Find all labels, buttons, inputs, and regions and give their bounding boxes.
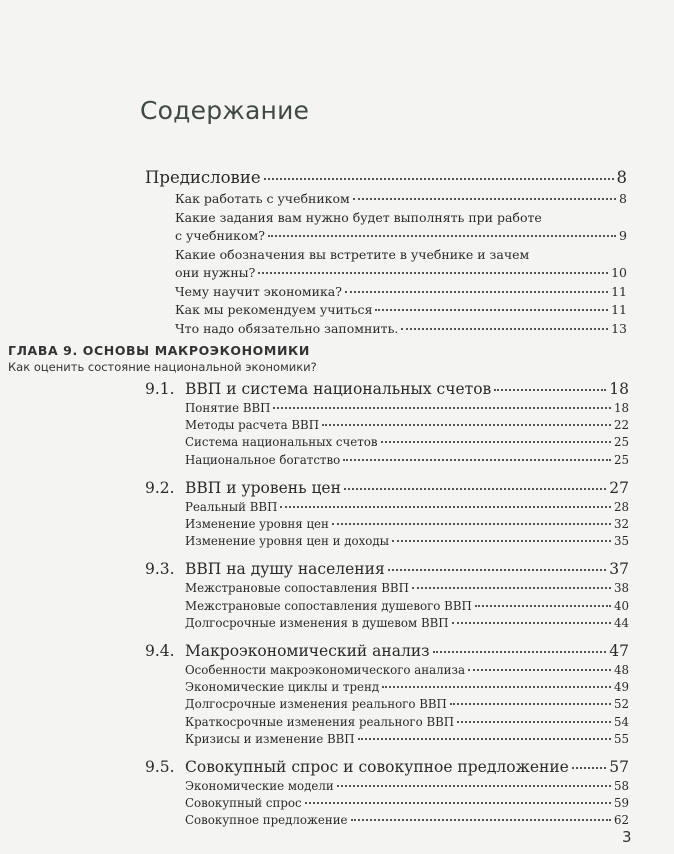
section-entry bbox=[145, 642, 629, 662]
chapter-heading: ГЛАВА 9. ОСНОВЫ МАКРОЭКОНОМИКИ bbox=[8, 343, 310, 358]
entry-title: Кризисы и изменение ВВП bbox=[185, 731, 355, 746]
dot-leader bbox=[412, 587, 611, 589]
entry-title-line: с учебником? bbox=[175, 228, 265, 243]
entry-title: Понятие ВВП bbox=[185, 401, 271, 415]
entry-page: 62 bbox=[613, 813, 629, 828]
toc-subentry bbox=[175, 209, 627, 246]
section-number: 9.4. bbox=[145, 642, 175, 661]
entry-page: 55 bbox=[613, 731, 629, 746]
dot-leader bbox=[401, 328, 608, 330]
entry-page: 40 bbox=[613, 598, 629, 613]
dot-leader bbox=[375, 309, 608, 311]
entry-page: 44 bbox=[613, 615, 629, 630]
entry-page: 11 bbox=[611, 302, 627, 317]
section-title: Макроэкономический анализ bbox=[185, 642, 430, 661]
toc-subentry bbox=[185, 499, 629, 516]
toc-subentry bbox=[185, 533, 629, 550]
toc-subentry bbox=[175, 301, 627, 320]
toc-section bbox=[145, 479, 629, 551]
entry-page: 58 bbox=[613, 779, 629, 794]
toc-subentry bbox=[175, 190, 627, 209]
toc-subentry bbox=[185, 795, 629, 812]
section-page: 18 bbox=[609, 380, 629, 398]
entry-title: Экономические циклы и тренд bbox=[185, 680, 380, 695]
dot-leader bbox=[475, 605, 611, 607]
section-number: 9.5. bbox=[145, 758, 175, 777]
toc-section bbox=[145, 758, 629, 830]
entry-page: 28 bbox=[613, 499, 629, 514]
entry-title-line: Как работать с учебником bbox=[175, 191, 350, 206]
entry-title: Предисловие bbox=[145, 168, 261, 187]
entry-title: Межстрановые сопоставления душевого ВВП bbox=[185, 598, 472, 613]
dot-leader bbox=[433, 651, 607, 653]
entry-title-line: Какие задания вам нужно будет выполнять при работе bbox=[175, 209, 542, 225]
dot-leader bbox=[572, 767, 606, 769]
toc-subentry bbox=[185, 580, 629, 597]
toc-section bbox=[145, 642, 629, 748]
entry-title: Долгосрочные изменения в душевом ВВП bbox=[185, 615, 449, 630]
section-number: 9.2. bbox=[145, 478, 175, 497]
toc-entry-preface bbox=[145, 168, 627, 190]
entry-title: Система национальных счетов bbox=[185, 435, 378, 450]
page-title: Содержание bbox=[140, 96, 310, 125]
toc-subentry bbox=[185, 516, 629, 533]
toc-subentry bbox=[175, 246, 627, 283]
section-title: ВВП и система национальных счетов bbox=[185, 380, 492, 398]
dot-leader bbox=[388, 569, 607, 571]
toc-subentry bbox=[185, 615, 629, 632]
entry-title-line: они нужны? bbox=[175, 265, 256, 280]
entry-line bbox=[175, 190, 627, 209]
entry-page: 13 bbox=[611, 320, 627, 336]
entry-title: Межстрановые сопоставления ВВП bbox=[185, 581, 409, 596]
toc-section bbox=[145, 380, 629, 469]
dot-leader bbox=[332, 523, 611, 525]
dot-leader bbox=[351, 819, 611, 821]
dot-leader bbox=[450, 703, 611, 705]
toc-section bbox=[145, 560, 629, 632]
entry-page: 9 bbox=[619, 228, 627, 243]
dot-leader bbox=[343, 459, 611, 461]
entry-title: Методы расчета ВВП bbox=[185, 418, 319, 433]
entry-title: Изменение уровня цен и доходы bbox=[185, 534, 390, 549]
section-number: 9.1. bbox=[145, 380, 175, 398]
toc-subentry bbox=[185, 714, 629, 731]
sections-list bbox=[145, 380, 629, 840]
dot-leader bbox=[468, 669, 611, 671]
dot-leader bbox=[381, 441, 611, 443]
entry-title-line: Какие обозначения вы встретите в учебнике и зачем bbox=[175, 246, 530, 262]
section-title: ВВП и уровень цен bbox=[185, 478, 341, 497]
entry-title-line: Чему научит экономика? bbox=[175, 283, 342, 299]
dot-leader bbox=[353, 198, 616, 200]
entry-page: 54 bbox=[613, 714, 629, 729]
toc-subentry bbox=[185, 679, 629, 696]
chapter-subtitle: Как оценить состояние национальной экономики? bbox=[8, 360, 317, 374]
entry-line bbox=[175, 301, 627, 320]
entry-page: 32 bbox=[613, 517, 629, 532]
dot-leader bbox=[344, 488, 606, 490]
entry-title: Национальное богатство bbox=[185, 452, 341, 467]
section-title: ВВП на душу населения bbox=[185, 560, 385, 579]
entry-page: 52 bbox=[613, 697, 629, 712]
section-page: 27 bbox=[609, 478, 629, 497]
entry-page: 49 bbox=[613, 680, 629, 695]
entry-page: 25 bbox=[613, 452, 629, 467]
entry-title: Совокупное предложение bbox=[185, 813, 348, 828]
preface-block bbox=[145, 168, 627, 338]
dot-leader bbox=[268, 235, 616, 237]
dot-leader bbox=[358, 738, 611, 740]
section-title: Совокупный спрос и совокупное предложение bbox=[185, 758, 569, 777]
entry-page: 8 bbox=[619, 191, 627, 206]
dot-leader bbox=[280, 506, 611, 508]
section-page: 47 bbox=[609, 642, 629, 661]
entry-title-line: Что надо обязательно запомнить. bbox=[175, 320, 399, 336]
toc-subentry bbox=[185, 696, 629, 713]
entry-page: 18 bbox=[613, 401, 629, 415]
entry-page: 48 bbox=[613, 663, 629, 678]
section-entry bbox=[145, 479, 629, 499]
entry-line bbox=[175, 227, 627, 246]
toc-subentry bbox=[185, 778, 629, 795]
entry-page: 59 bbox=[613, 796, 629, 811]
toc-subentry bbox=[185, 400, 629, 417]
entry-title-line: Как мы рекомендуем учиться bbox=[175, 302, 373, 317]
toc-subentry bbox=[185, 417, 629, 434]
dot-leader bbox=[305, 802, 611, 804]
entry-page: 11 bbox=[611, 283, 627, 299]
entry-page: 22 bbox=[613, 418, 629, 433]
entry-title: Реальный ВВП bbox=[185, 499, 278, 514]
entry-title: Экономические модели bbox=[185, 779, 334, 794]
dot-leader bbox=[258, 272, 608, 274]
dot-leader bbox=[457, 721, 611, 723]
section-number: 9.3. bbox=[145, 560, 175, 579]
entry-title: Долгосрочные изменения реального ВВП bbox=[185, 697, 447, 712]
entry-page: 38 bbox=[613, 581, 629, 596]
section-entry bbox=[145, 758, 629, 778]
dot-leader bbox=[264, 178, 614, 180]
entry-page: 35 bbox=[613, 534, 629, 549]
toc-subentry bbox=[185, 812, 629, 829]
section-page: 37 bbox=[609, 560, 629, 579]
dot-leader bbox=[392, 540, 611, 542]
dot-leader bbox=[382, 686, 611, 688]
toc-subentry bbox=[185, 598, 629, 615]
dot-leader bbox=[337, 785, 611, 787]
section-entry bbox=[145, 560, 629, 580]
chapter-header bbox=[8, 343, 317, 374]
entry-page: 10 bbox=[611, 265, 627, 280]
entry-title: Особенности макроэкономического анализа bbox=[185, 663, 466, 678]
page-number: 3 bbox=[622, 828, 632, 846]
toc-subentry bbox=[185, 452, 629, 469]
entry-title: Изменение уровня цен bbox=[185, 517, 329, 532]
dot-leader bbox=[273, 407, 611, 409]
dot-leader bbox=[494, 389, 606, 391]
entry-title: Совокупный спрос bbox=[185, 796, 302, 811]
entry-page: 8 bbox=[616, 168, 627, 187]
entry-line bbox=[175, 320, 627, 339]
entry-line bbox=[175, 283, 627, 302]
dot-leader bbox=[452, 622, 611, 624]
section-entry bbox=[145, 380, 629, 400]
entry-page: 25 bbox=[613, 435, 629, 450]
entry-title: Краткосрочные изменения реального ВВП bbox=[185, 714, 455, 729]
toc-subentry bbox=[185, 731, 629, 748]
toc-subentry bbox=[175, 320, 627, 339]
toc-subentry bbox=[175, 283, 627, 302]
entry-line bbox=[175, 264, 627, 283]
toc-subentry bbox=[185, 662, 629, 679]
dot-leader bbox=[345, 291, 608, 293]
toc-subentry bbox=[185, 434, 629, 451]
section-page: 57 bbox=[609, 758, 629, 777]
dot-leader bbox=[322, 424, 611, 426]
